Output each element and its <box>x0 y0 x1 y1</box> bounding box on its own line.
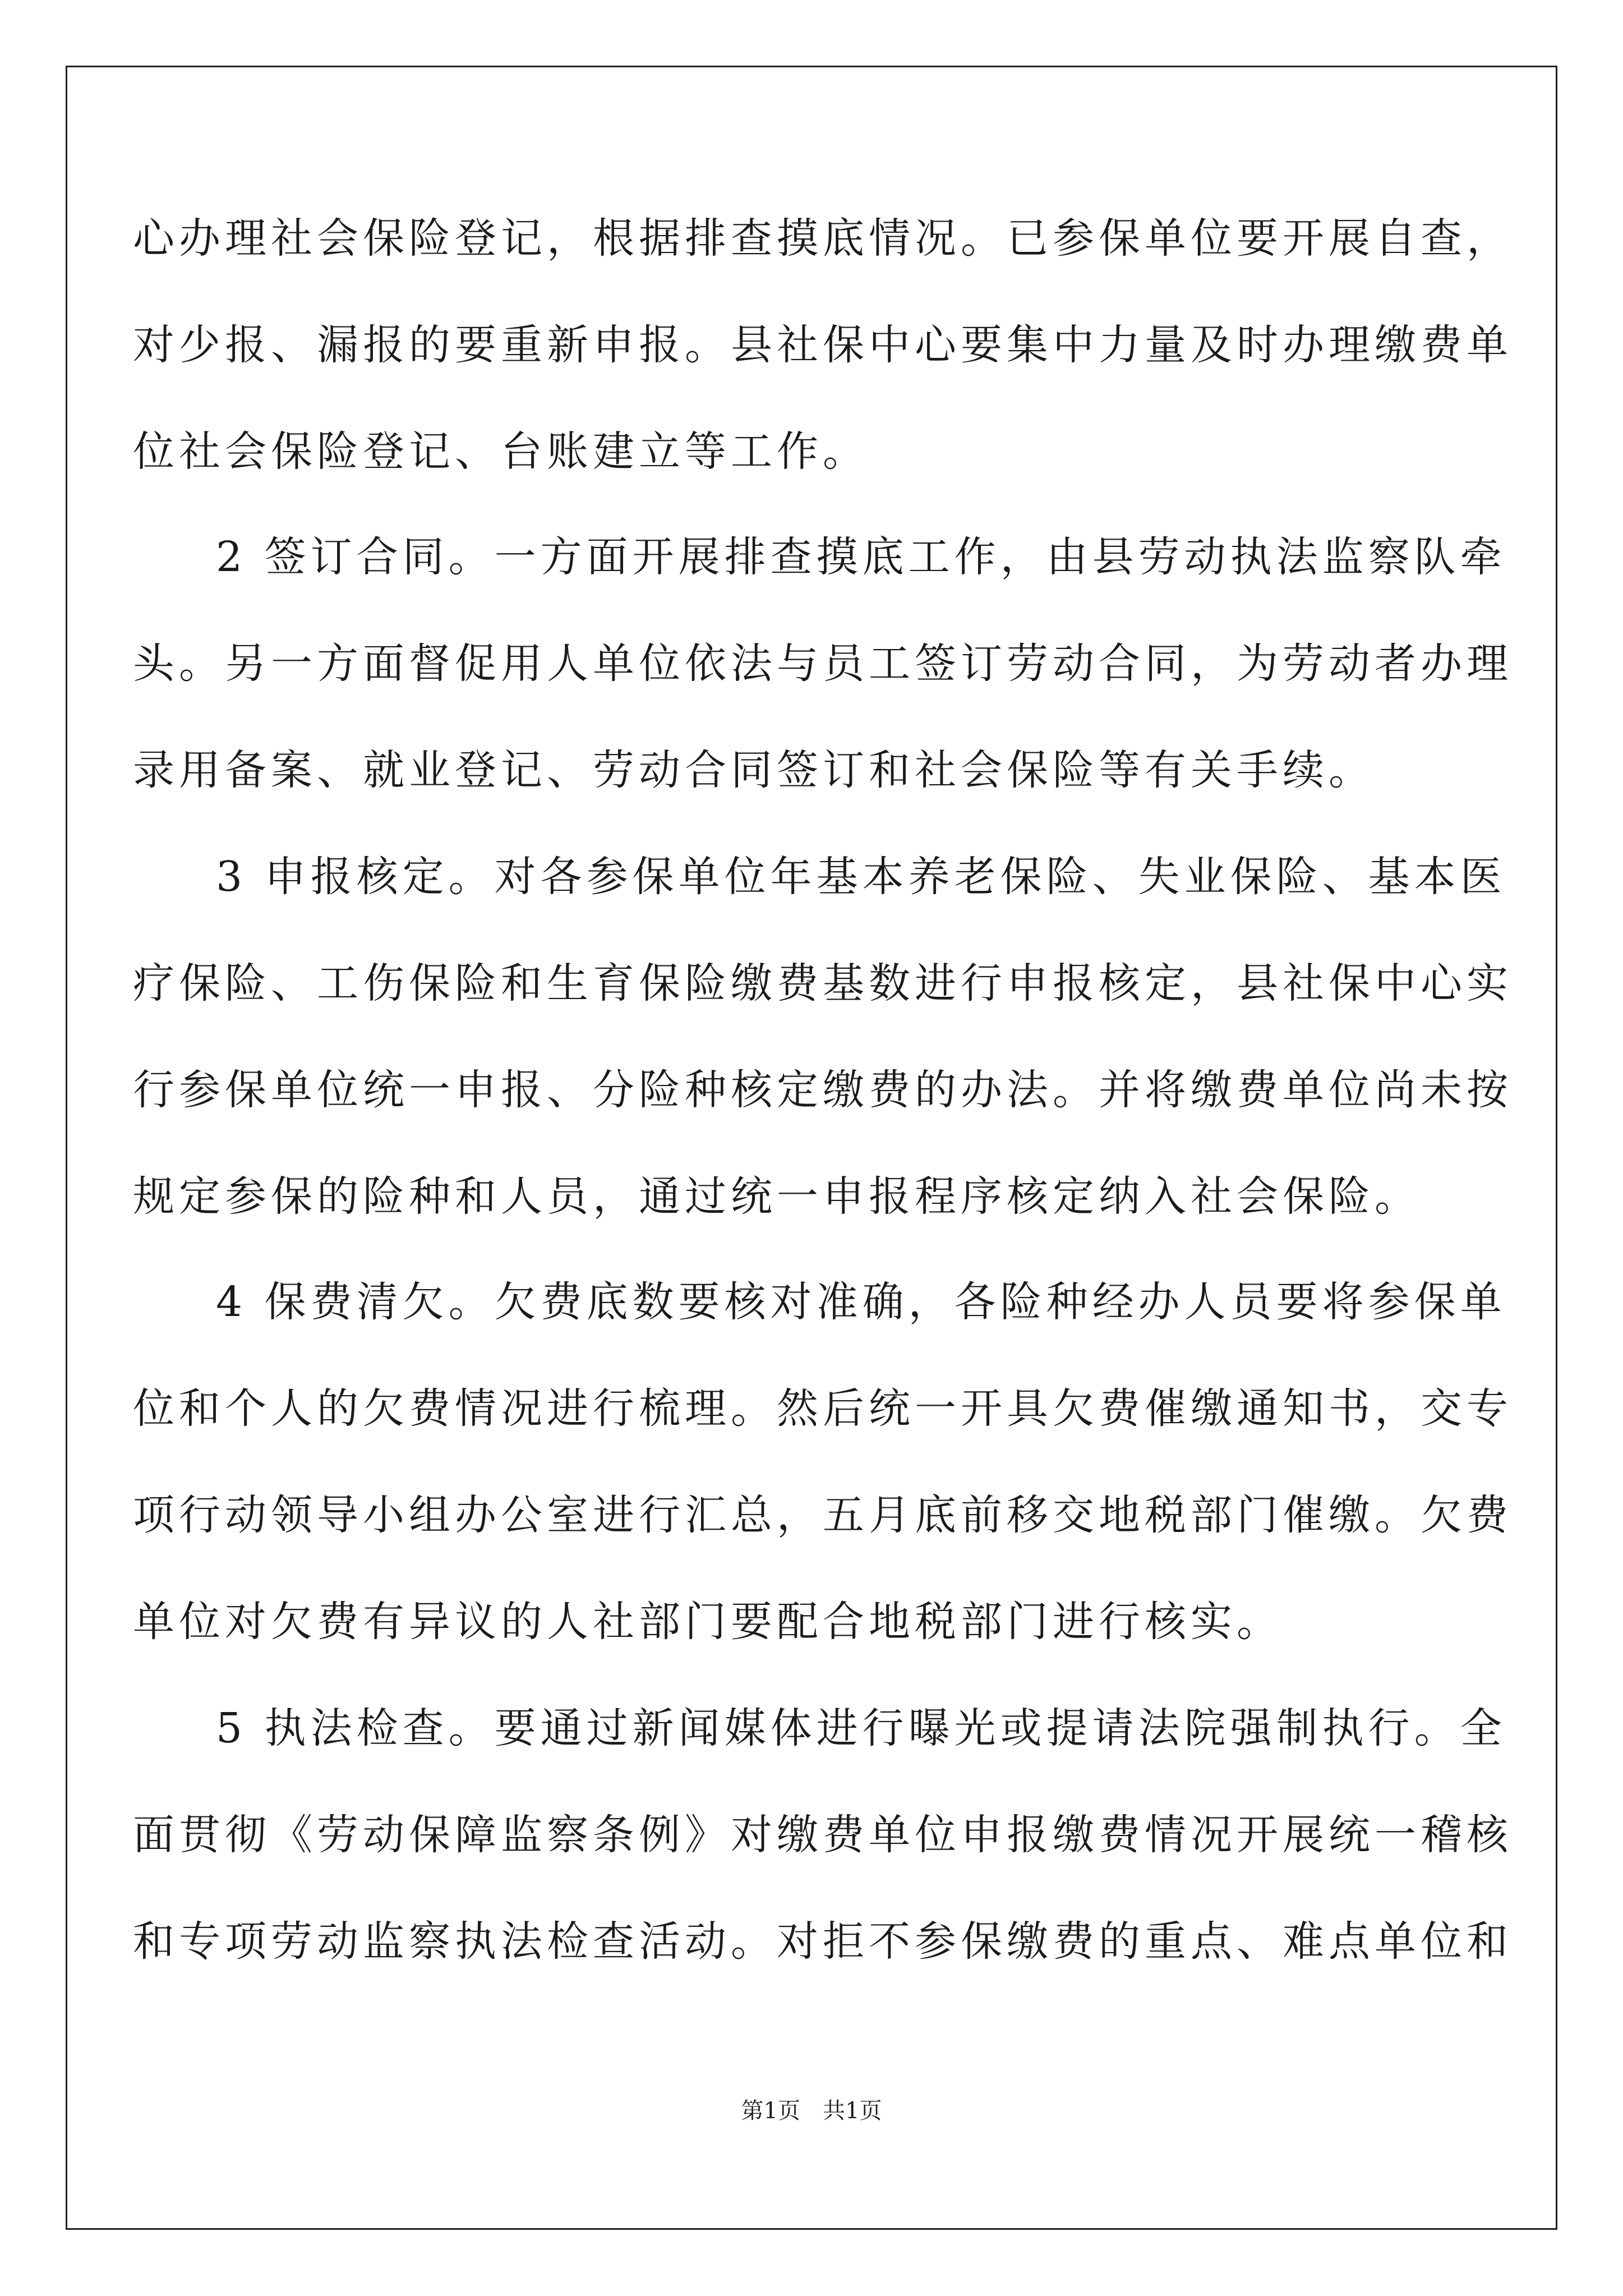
text-line: 项行动领导小组办公室进行汇总，五月底前移交地税部门催缴。欠费 <box>133 1491 1513 1539</box>
text-line: 单位对欠费有异议的人社部门要配合地税部门进行核实。 <box>133 1598 1283 1646</box>
page-border <box>66 66 1557 2230</box>
text-line: 位和个人的欠费情况进行梳理。然后统一开具欠费催缴通知书，交专 <box>133 1384 1513 1433</box>
text-line: 心办理社会保险登记，根据排查摸底情况。已参保单位要开展自查， <box>133 214 1513 263</box>
text-line: 3 申报核定。对各参保单位年基本养老保险、失业保险、基本医 <box>216 853 1506 901</box>
text-line: 位社会保险登记、台账建立等工作。 <box>133 427 869 476</box>
text-line: 对少报、漏报的要重新申报。县社保中心要集中力量及时办理缴费单 <box>133 321 1513 369</box>
page-number: 第1页 共1页 <box>741 2098 882 2124</box>
text-line: 和专项劳动监察执法检查活动。对拒不参保缴费的重点、难点单位和 <box>133 1917 1513 1966</box>
text-line: 行参保单位统一申报、分险种核定缴费的办法。并将缴费单位尚未按 <box>133 1066 1513 1114</box>
text-line: 规定参保的险种和人员，通过统一申报程序核定纳入社会保险。 <box>133 1172 1421 1221</box>
text-line: 5 执法检查。要通过新闻媒体进行曝光或提请法院强制执行。全 <box>216 1704 1506 1752</box>
text-line: 疗保险、工伤保险和生育保险缴费基数进行申报核定，县社保中心实 <box>133 959 1513 1007</box>
text-line: 录用备案、就业登记、劳动合同签订和社会保险等有关手续。 <box>133 746 1375 794</box>
text-line: 面贯彻《劳动保障监察条例》对缴费单位申报缴费情况开展统一稽核 <box>133 1811 1513 1859</box>
text-line: 2 签订合同。一方面开展排查摸底工作，由县劳动执法监察队牵 <box>216 533 1506 581</box>
text-line: 头。另一方面督促用人单位依法与员工签订劳动合同，为劳动者办理 <box>133 639 1513 688</box>
text-line: 4 保费清欠。欠费底数要核对准确，各险种经办人员要将参保单 <box>216 1278 1506 1326</box>
